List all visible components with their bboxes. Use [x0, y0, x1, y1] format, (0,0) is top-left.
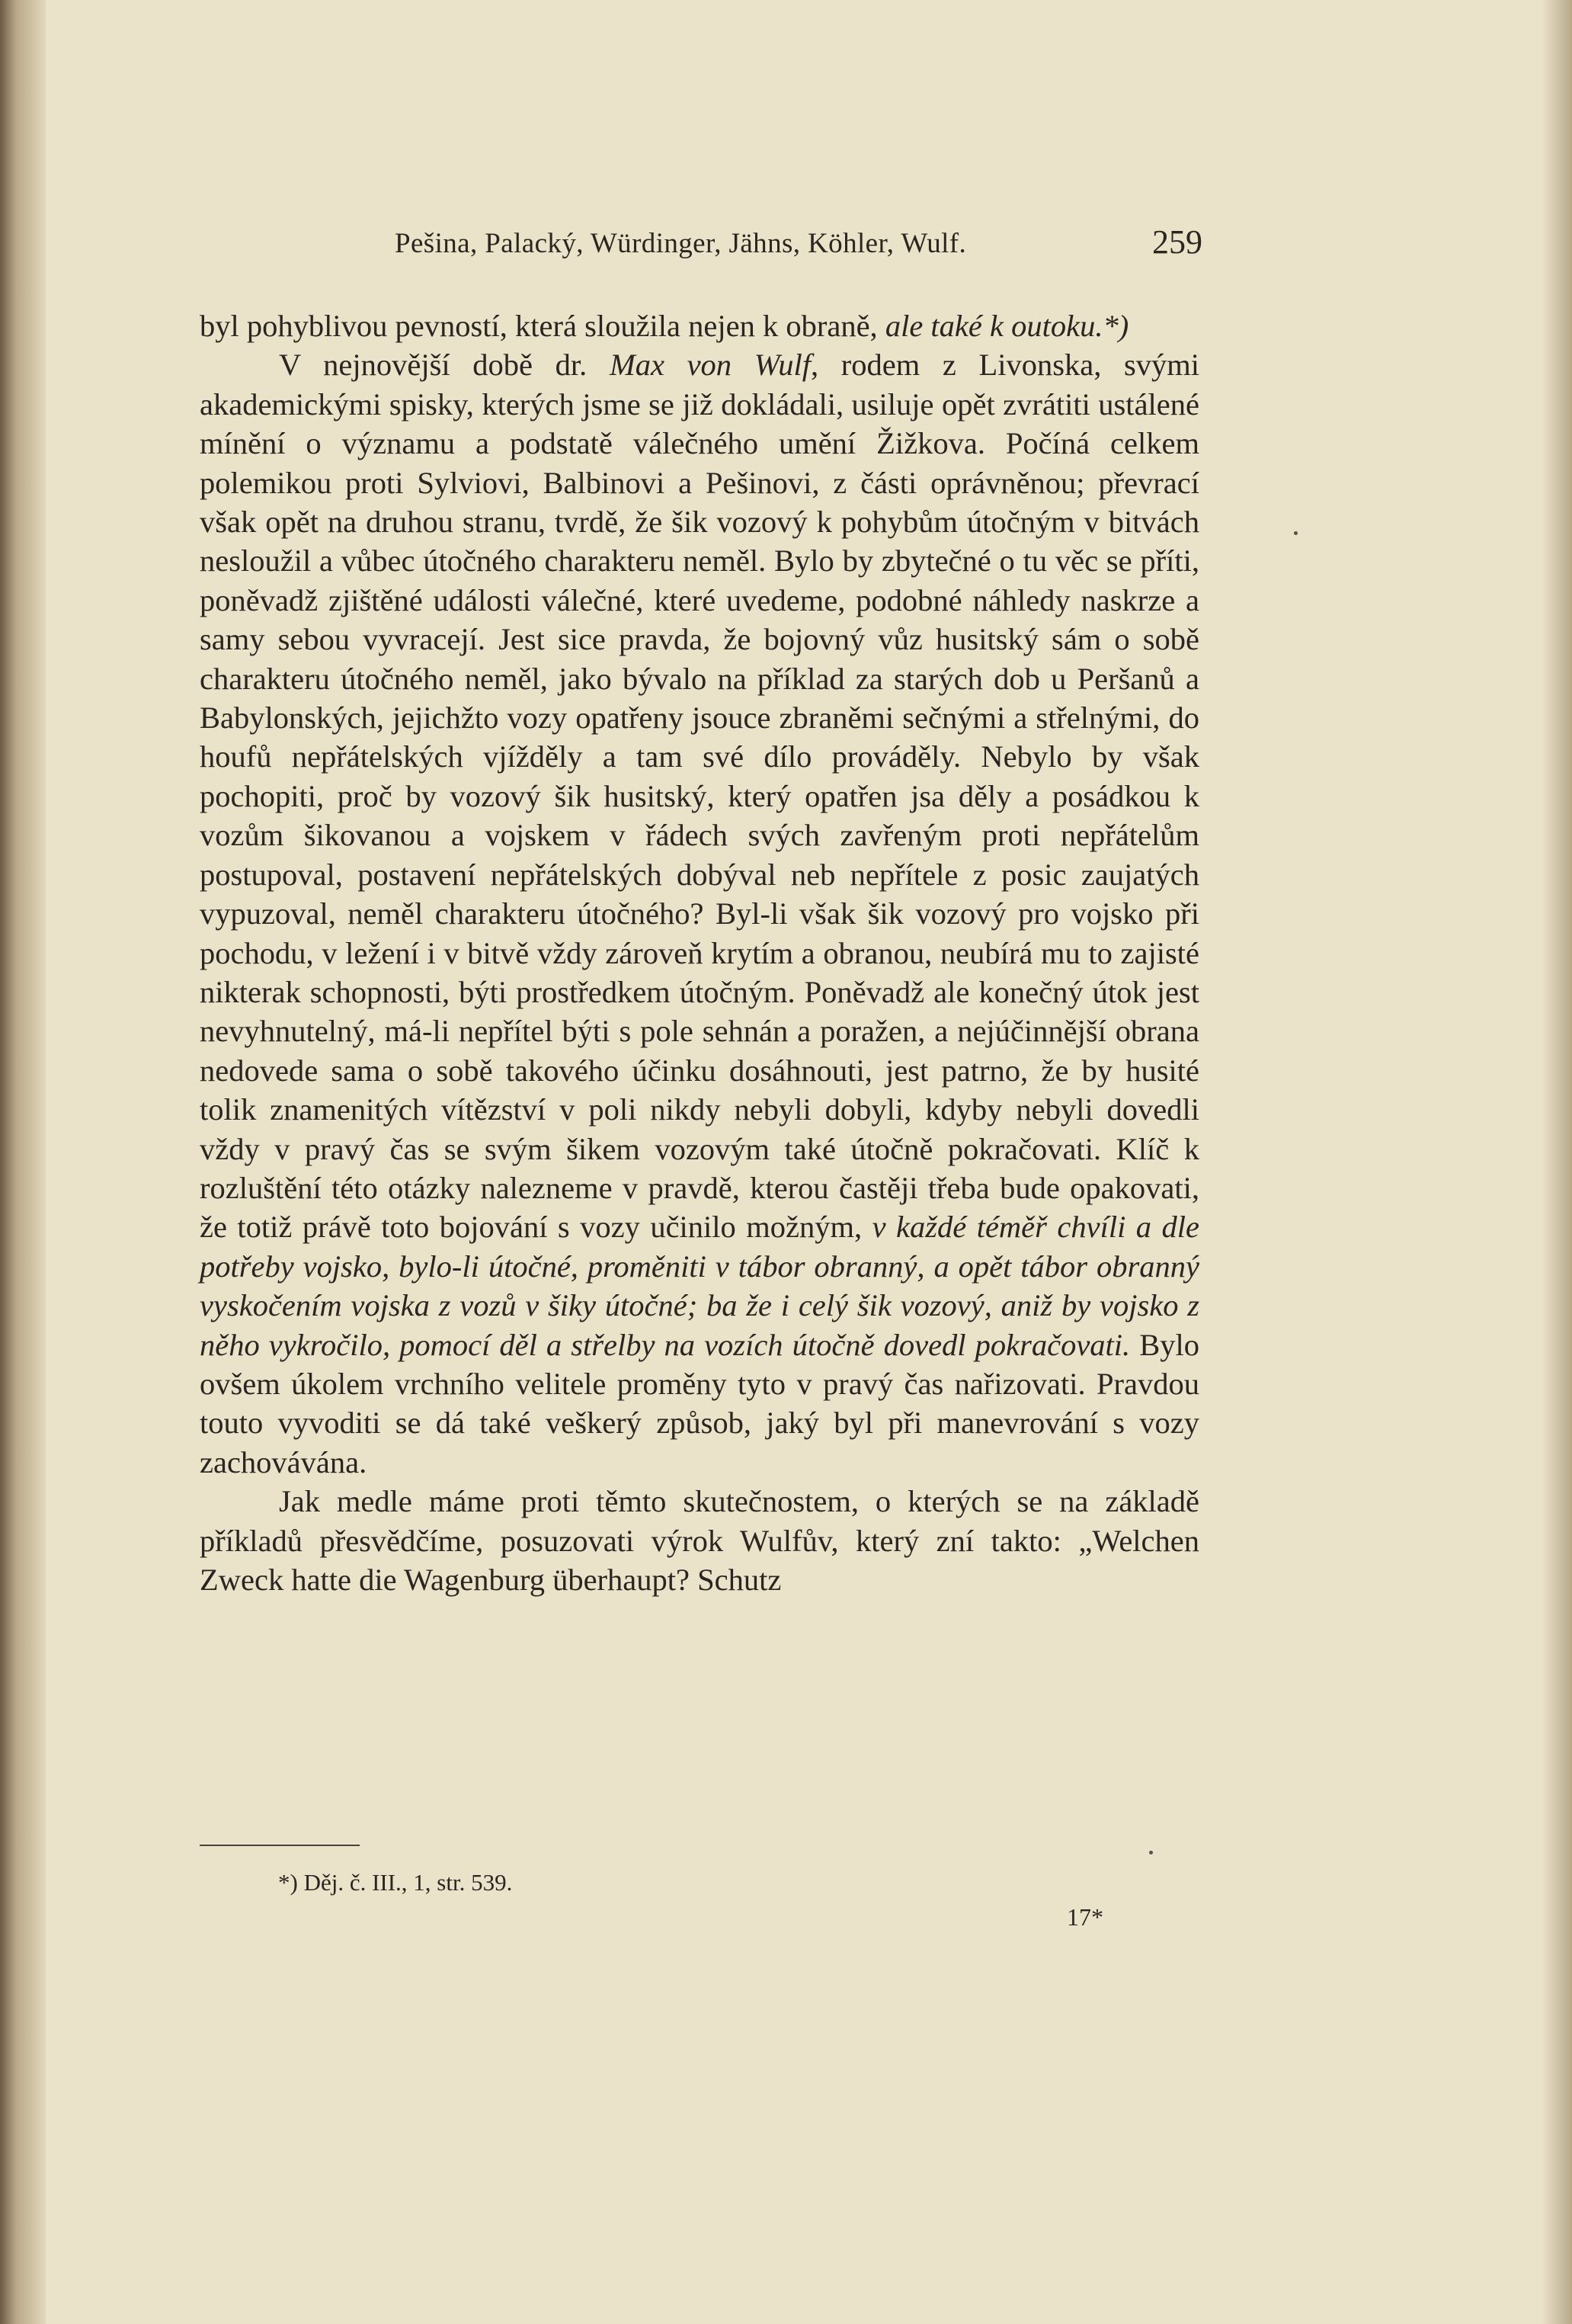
footnote-rule [200, 1845, 360, 1846]
page-number: 259 [1152, 223, 1202, 261]
paragraph-2-text-a: V nejnovější době dr. [279, 348, 610, 383]
paragraph-1-italic: ale také k outoku.*) [885, 309, 1129, 343]
paragraph-2-italic-emphasis: v každé téměř chvíli a dle potřeby vojsko, bylo-li útočné, proměniti v tábor obranný, a opět tábor obranný vyskočením vojska z vozů v šiky útočné; ba že i celý šik vozový, aniž by vojsko z něho vykročilo, pomocí děl a střelby na vozích útočně dovedl pokračovati. [200, 1210, 1199, 1362]
paragraph-1 [200, 306, 1199, 345]
paragraph-3 [200, 1482, 1199, 1599]
paragraph-2 [200, 345, 1199, 1482]
paragraph-2-text-b: , rodem z Livonska, svými akademickými spisky, kterých jsme se již dokládali, usiluje opět zvrátiti ustálené mínění o významu a podstatě válečného umění Žižkova. Počíná celkem polemikou proti Sylviovi, Balbinovi a Pešinovi, z části oprávněnou; převrací však opět na druhou stranu, tvrdě, že šik vozový k pohybům útočným v bitvách nesloužil a vůbec útočného charakteru neměl. Bylo by zbytečné o tu věc se příti, poněvadž zjištěné události válečné, které uvedeme, podobné náhledy naskrze a samy sebou vyvracejí. Jest sice pravda, že bojovný vůz husitský sám o sobě charakteru útočného neměl, jako bývalo na příklad za starých dob u Peršanů a Babylonských, jejichžto vozy opatřeny jsouce zbraněmi sečnými a střelnými, do houfů nepřátelských vjížděly a tam své dílo prováděly. Nebylo by však pochopiti, proč by vozový šik husitský, který opatřen jsa děly a posádkou k vozům šikovanou a vojskem v řádech svých zavřeným proti nepřátelům postupoval, postavení nepřátelských dobýval neb nepřítele z posic zaujatých vypuzoval, neměl charakteru útočného? Byl-li však šik vozový pro vojsko při pochodu, v ležení i v bitvě vždy zároveň krytím a obranou, neubírá mu to zajisté nikterak schopnosti, býti prostředkem útočným. Poněvadž ale konečný útok jest nevyhnutelný, má-li nepřítel býti s pole sehnán a poražen, a nejúčinnější obrana nedovede sama o sobě takového účinku dosáhnouti, jest patrno, že by husité tolik znamenitých vítězství v poli nikdy nebyli dobyli, kdyby nebyli dovedli vždy v pravý čas se svým šikem vozovým také útočně pokračovati. Klíč k rozluštění této otázky nalezneme v pravdě, kterou častěji třeba bude opakovati, že totiž právě toto bojování s vozy učinilo možným, [200, 348, 1199, 1245]
paragraph-1-text: byl pohyblivou pevností, která sloužila nejen k obraně, [200, 309, 885, 343]
running-head: Pešina, Palacký, Würdinger, Jähns, Köhler, Wulf. [395, 228, 967, 259]
paragraph-3-text: Jak medle máme proti těmto skutečnostem, o kterých se na základě příkladů přesvědčíme, posuzovati výrok Wulfův, který zní takto: „Welchen Zweck hatte die Wagenburg überhaupt? Schutz [200, 1484, 1199, 1597]
footnote: *) Děj. č. III., 1, str. 539. [278, 1869, 513, 1896]
page-edge [1542, 0, 1572, 2324]
paragraph-2-italic-name: Max von Wulf [609, 348, 811, 383]
page-header [395, 223, 1202, 268]
binding-shadow [0, 0, 46, 2324]
paper-speck [1294, 531, 1298, 535]
paper-speck [1149, 1851, 1153, 1854]
signature-mark: 17* [1067, 1903, 1103, 1931]
main-text [200, 306, 1199, 1599]
paragraph-2-text-c: Bylo ovšem úkolem vrchního velitele proměny tyto v pravý čas nařizovati. Pravdou touto vyvoditi se dá také veškerý způsob, jaký byl při manevrování s vozy zachovávána. [200, 1327, 1200, 1479]
